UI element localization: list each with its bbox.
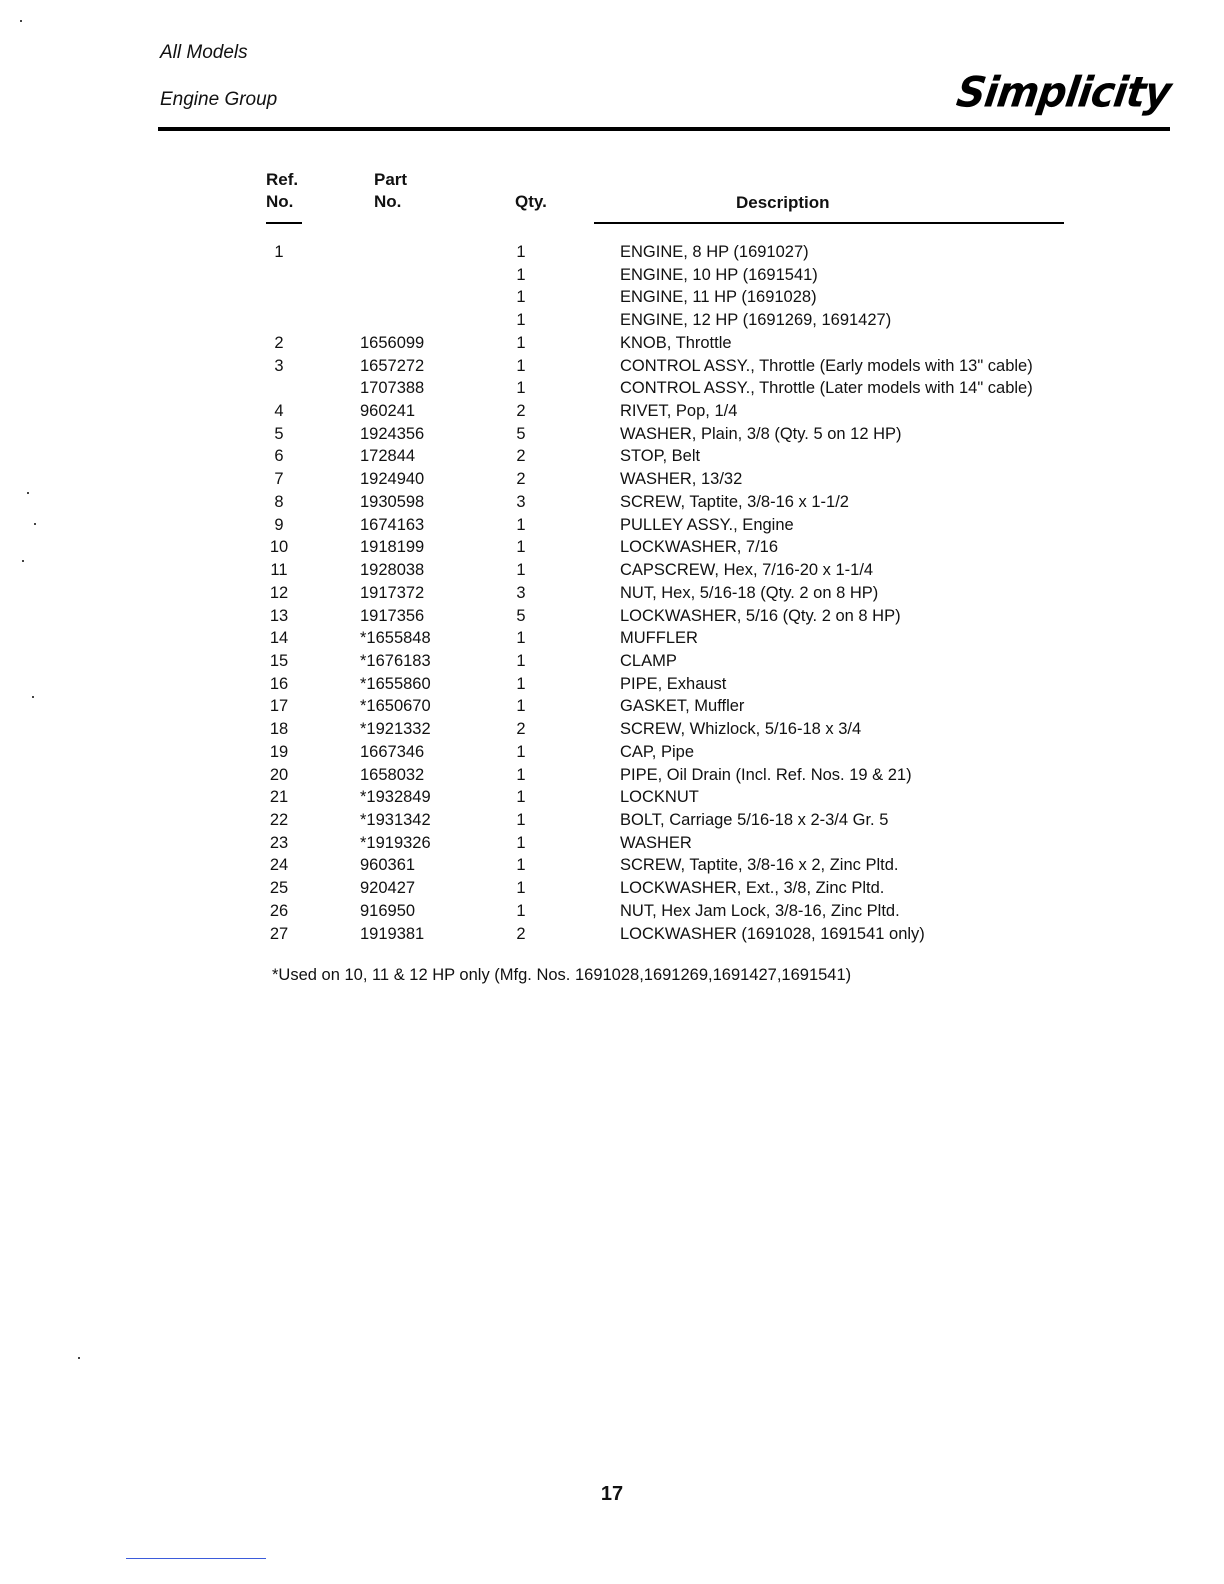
part-cell: *1655860 <box>360 674 431 693</box>
part-cell: 1918199 <box>360 538 425 557</box>
table-row <box>0 264 1224 287</box>
page-number: 17 <box>600 1483 624 1505</box>
description-cell: LOCKWASHER, 7/16 <box>620 538 779 557</box>
footnote: *Used on 10, 11 & 12 HP only (Mfg. Nos. 1691028,1691269,1691427,1691541) <box>272 966 852 984</box>
ref-cell: 5 <box>274 424 284 443</box>
header-rule <box>158 127 1170 131</box>
table-row <box>0 582 1224 605</box>
part-cell: 1917372 <box>360 583 425 602</box>
table-row <box>0 559 1224 582</box>
description-cell: PIPE, Exhaust <box>620 674 727 693</box>
part-cell: *1650670 <box>360 697 431 716</box>
scan-mark <box>20 20 22 22</box>
description-cell: BOLT, Carriage 5/16-18 x 2-3/4 Gr. 5 <box>620 810 889 829</box>
bottom-link-line <box>126 1558 266 1559</box>
part-cell: 920427 <box>360 879 416 898</box>
part-cell: *1931342 <box>360 810 431 829</box>
description-cell: PIPE, Oil Drain (Incl. Ref. Nos. 19 & 21) <box>620 765 912 784</box>
description-cell: LOCKNUT <box>620 788 699 807</box>
scan-mark <box>22 560 24 562</box>
table-row <box>0 377 1224 400</box>
qty-cell: 1 <box>516 833 526 852</box>
qty-cell: 3 <box>516 583 526 602</box>
ref-cell: 3 <box>274 356 284 375</box>
qty-cell: 1 <box>516 561 526 580</box>
qty-cell: 2 <box>516 447 526 466</box>
qty-cell: 1 <box>516 288 526 307</box>
qty-cell: 1 <box>516 333 526 352</box>
table-row <box>0 764 1224 787</box>
table-row <box>0 718 1224 741</box>
qty-cell: 2 <box>516 924 526 943</box>
qty-cell: 1 <box>516 629 526 648</box>
col-part-top: Part <box>374 170 408 189</box>
table-row <box>0 514 1224 537</box>
description-cell: KNOB, Throttle <box>620 333 732 352</box>
ref-cell: 7 <box>274 470 284 489</box>
table-row <box>0 241 1224 264</box>
ref-cell: 4 <box>274 402 284 421</box>
qty-cell: 2 <box>516 470 526 489</box>
qty-cell: 1 <box>516 765 526 784</box>
scan-mark <box>32 696 34 698</box>
ref-cell: 1 <box>274 243 284 261</box>
part-cell: 1928038 <box>360 561 425 580</box>
table-row <box>0 309 1224 332</box>
qty-cell: 2 <box>516 720 526 739</box>
header-all-models: All Models <box>160 42 248 63</box>
scan-mark <box>78 1357 80 1359</box>
qty-cell: 5 <box>516 606 526 625</box>
ref-cell: 26 <box>269 901 289 920</box>
table-row <box>0 900 1224 923</box>
description-cell: SCREW, Taptite, 3/8-16 x 1-1/2 <box>620 492 849 511</box>
qty-cell: 1 <box>516 879 526 898</box>
table-row <box>0 355 1224 378</box>
description-cell: LOCKWASHER (1691028, 1691541 only) <box>620 924 925 943</box>
qty-cell: 1 <box>516 810 526 829</box>
ref-cell: 15 <box>269 651 289 670</box>
col-ref-label <box>266 169 298 213</box>
qty-cell: 1 <box>516 311 526 330</box>
description-cell: NUT, Hex Jam Lock, 3/8-16, Zinc Pltd. <box>620 901 900 920</box>
description-cell: SCREW, Whizlock, 5/16-18 x 3/4 <box>620 720 862 739</box>
table-row <box>0 400 1224 423</box>
qty-cell: 1 <box>516 515 526 534</box>
part-cell: 1924356 <box>360 424 425 443</box>
ref-cell: 14 <box>269 629 289 648</box>
table-row <box>0 786 1224 809</box>
table-row <box>0 809 1224 832</box>
part-cell: 960361 <box>360 856 416 875</box>
col-ref-bottom: No. <box>266 192 294 211</box>
qty-cell: 1 <box>516 697 526 716</box>
ref-cell: 11 <box>270 561 288 580</box>
description-cell: CONTROL ASSY., Throttle (Early models with 13" cable) <box>620 356 1033 375</box>
col-ref-top: Ref. <box>266 170 299 189</box>
part-cell: 1917356 <box>360 606 425 625</box>
qty-cell: 1 <box>516 651 526 670</box>
qty-cell: 5 <box>516 424 526 443</box>
table-row <box>0 673 1224 696</box>
part-cell: 1707388 <box>360 379 425 398</box>
col-part-label <box>374 169 407 213</box>
ref-cell: 21 <box>269 788 289 807</box>
ref-cell: 20 <box>269 765 289 784</box>
description-cell: NUT, Hex, 5/16-18 (Qty. 2 on 8 HP) <box>620 583 879 602</box>
qty-cell: 1 <box>516 856 526 875</box>
table-row <box>0 445 1224 468</box>
qty-cell: 2 <box>516 402 526 421</box>
table-row <box>0 627 1224 650</box>
description-cell: LOCKWASHER, 5/16 (Qty. 2 on 8 HP) <box>620 606 901 625</box>
table-row <box>0 854 1224 877</box>
part-cell: 1658032 <box>360 765 425 784</box>
table-row <box>0 923 1224 946</box>
part-cell: *1932849 <box>360 788 431 807</box>
part-cell: 1924940 <box>360 470 425 489</box>
table-row <box>0 423 1224 446</box>
table-row <box>0 695 1224 718</box>
part-cell: 172844 <box>360 447 416 466</box>
ref-cell: 6 <box>274 447 284 466</box>
table-row <box>0 832 1224 855</box>
description-cell: ENGINE, 10 HP (1691541) <box>620 265 818 284</box>
ref-cell: 22 <box>269 810 289 829</box>
table-row <box>0 605 1224 628</box>
qty-cell: 3 <box>516 492 526 511</box>
ref-cell: 8 <box>274 492 284 511</box>
ref-cell: 18 <box>269 720 289 739</box>
scan-mark <box>27 492 29 494</box>
part-cell: 1667346 <box>360 742 425 761</box>
qty-cell: 1 <box>516 742 526 761</box>
ref-cell: 12 <box>269 583 289 602</box>
parts-table <box>0 241 1224 945</box>
part-cell: 1656099 <box>360 333 425 352</box>
scan-mark <box>34 523 36 525</box>
col-qty-label: Qty. <box>515 192 547 211</box>
qty-cell: 1 <box>516 788 526 807</box>
col-part-bottom: No. <box>374 192 402 211</box>
ref-cell: 25 <box>269 879 289 898</box>
ref-cell: 16 <box>269 674 289 693</box>
part-cell: *1921332 <box>360 720 431 739</box>
ref-cell: 9 <box>274 515 284 534</box>
description-cell: WASHER, 13/32 <box>620 470 743 489</box>
qty-cell: 1 <box>516 265 526 284</box>
qty-cell: 1 <box>516 901 526 920</box>
description-rule <box>594 222 1064 224</box>
ref-cell: 2 <box>274 333 284 352</box>
description-cell: MUFFLER <box>620 629 698 648</box>
part-cell: 1674163 <box>360 515 425 534</box>
brand-logo: Simplicity <box>953 68 1174 118</box>
ref-rule <box>266 222 302 224</box>
part-cell: 1930598 <box>360 492 425 511</box>
part-cell: 1919381 <box>360 924 425 943</box>
description-cell: CAPSCREW, Hex, 7/16-20 x 1-1/4 <box>620 561 874 580</box>
ref-cell: 23 <box>269 833 289 852</box>
table-row <box>0 332 1224 355</box>
description-cell: ENGINE, 11 HP (1691028) <box>620 288 817 307</box>
table-row <box>0 650 1224 673</box>
description-cell: ENGINE, 8 HP (1691027) <box>620 243 809 261</box>
part-cell: *1655848 <box>360 629 431 648</box>
part-cell: 916950 <box>360 901 416 920</box>
part-cell: 1657272 <box>360 356 425 375</box>
table-row <box>0 468 1224 491</box>
description-cell: SCREW, Taptite, 3/8-16 x 2, Zinc Pltd. <box>620 856 899 875</box>
part-cell: 960241 <box>360 402 416 421</box>
ref-cell: 10 <box>269 538 289 557</box>
description-cell: WASHER <box>620 833 692 852</box>
description-cell: LOCKWASHER, Ext., 3/8, Zinc Pltd. <box>620 879 885 898</box>
description-cell: CONTROL ASSY., Throttle (Later models with 14" cable) <box>620 379 1033 398</box>
ref-cell: 17 <box>269 697 289 716</box>
description-cell: PULLEY ASSY., Engine <box>620 515 794 534</box>
description-cell: ENGINE, 12 HP (1691269, 1691427) <box>620 311 892 330</box>
description-cell: WASHER, Plain, 3/8 (Qty. 5 on 12 HP) <box>620 424 902 443</box>
part-cell: *1676183 <box>360 651 431 670</box>
qty-cell: 1 <box>516 538 526 557</box>
qty-cell: 1 <box>516 379 526 398</box>
ref-cell: 24 <box>269 856 289 875</box>
table-row <box>0 877 1224 900</box>
qty-cell: 1 <box>516 674 526 693</box>
table-row <box>0 536 1224 559</box>
table-row <box>0 286 1224 309</box>
description-cell: GASKET, Muffler <box>620 697 745 716</box>
qty-cell: 1 <box>516 356 526 375</box>
description-cell: STOP, Belt <box>620 447 701 466</box>
ref-cell: 19 <box>269 742 289 761</box>
description-cell: CLAMP <box>620 651 677 670</box>
qty-cell: 1 <box>516 243 526 261</box>
table-row <box>0 741 1224 764</box>
description-cell: CAP, Pipe <box>620 742 694 761</box>
table-row <box>0 491 1224 514</box>
ref-cell: 13 <box>269 606 289 625</box>
header-engine-group: Engine Group <box>160 89 278 110</box>
description-cell: RIVET, Pop, 1/4 <box>620 402 738 421</box>
ref-cell: 27 <box>269 924 289 943</box>
col-description-label: Description <box>736 193 830 212</box>
part-cell: *1919326 <box>360 833 431 852</box>
